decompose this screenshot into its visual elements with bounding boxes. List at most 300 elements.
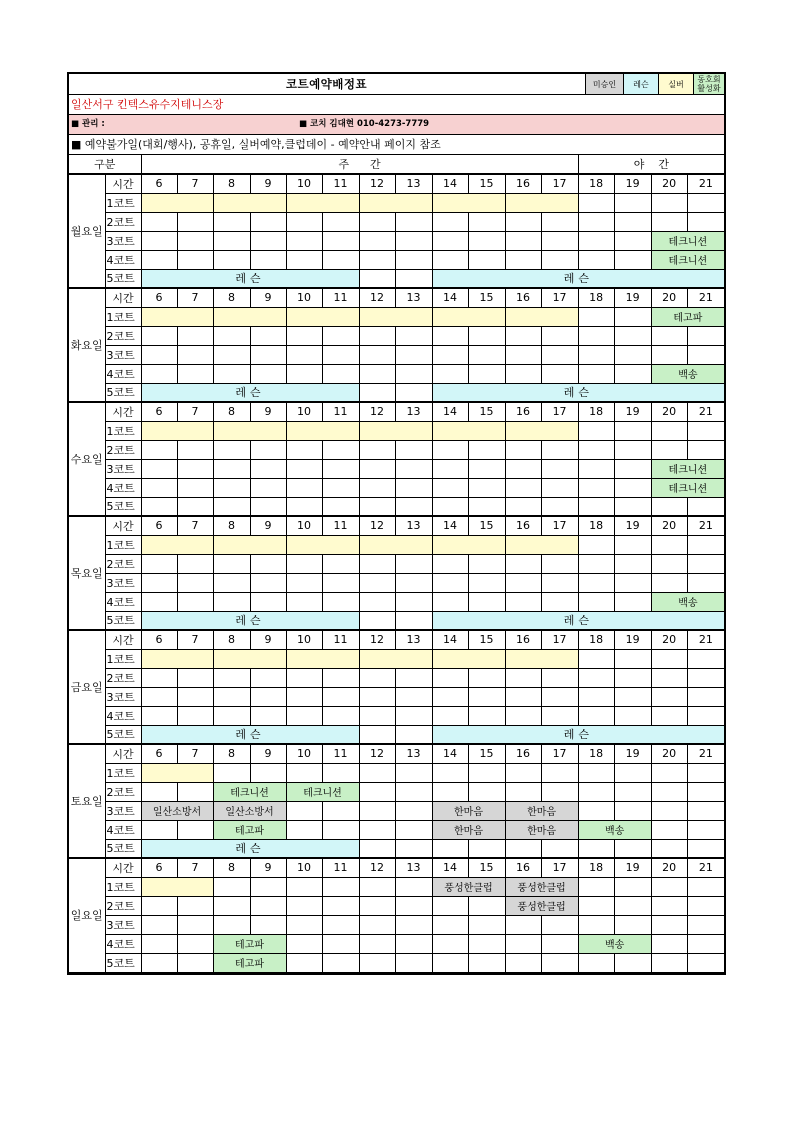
reservation-block[interactable]: 한마음 bbox=[432, 820, 505, 839]
slot-cell[interactable] bbox=[468, 896, 505, 915]
slot-cell[interactable] bbox=[250, 440, 286, 459]
slot-cell[interactable] bbox=[359, 820, 395, 839]
slot-cell[interactable] bbox=[395, 763, 432, 782]
slot-cell[interactable] bbox=[432, 763, 468, 782]
slot-cell[interactable] bbox=[432, 478, 468, 497]
slot-cell[interactable] bbox=[687, 668, 724, 687]
slot-cell[interactable] bbox=[505, 763, 541, 782]
slot-cell[interactable] bbox=[687, 326, 724, 345]
silver-slot[interactable] bbox=[213, 535, 286, 554]
slot-cell[interactable] bbox=[359, 725, 395, 744]
slot-cell[interactable] bbox=[505, 706, 541, 725]
slot-cell[interactable] bbox=[359, 326, 395, 345]
slot-cell[interactable] bbox=[322, 820, 359, 839]
slot-cell[interactable] bbox=[687, 915, 724, 934]
slot-cell[interactable] bbox=[286, 706, 322, 725]
slot-cell[interactable] bbox=[687, 801, 724, 820]
slot-cell[interactable] bbox=[141, 554, 177, 573]
silver-slot[interactable] bbox=[286, 535, 359, 554]
slot-cell[interactable] bbox=[213, 687, 250, 706]
slot-cell[interactable] bbox=[141, 345, 177, 364]
slot-cell[interactable] bbox=[578, 668, 614, 687]
slot-cell[interactable] bbox=[687, 649, 724, 668]
slot-cell[interactable] bbox=[322, 497, 359, 516]
slot-cell[interactable] bbox=[177, 953, 213, 972]
slot-cell[interactable] bbox=[687, 573, 724, 592]
silver-slot[interactable] bbox=[141, 763, 213, 782]
slot-cell[interactable] bbox=[177, 250, 213, 269]
slot-cell[interactable] bbox=[250, 326, 286, 345]
slot-cell[interactable] bbox=[468, 668, 505, 687]
slot-cell[interactable] bbox=[286, 896, 322, 915]
slot-cell[interactable] bbox=[141, 497, 177, 516]
slot-cell[interactable] bbox=[322, 687, 359, 706]
slot-cell[interactable] bbox=[687, 687, 724, 706]
slot-cell[interactable] bbox=[614, 307, 651, 326]
slot-cell[interactable] bbox=[250, 706, 286, 725]
slot-cell[interactable] bbox=[687, 535, 724, 554]
slot-cell[interactable] bbox=[177, 212, 213, 231]
slot-cell[interactable] bbox=[651, 839, 687, 858]
slot-cell[interactable] bbox=[250, 763, 286, 782]
slot-cell[interactable] bbox=[541, 763, 578, 782]
slot-cell[interactable] bbox=[322, 592, 359, 611]
reservation-block[interactable]: 풍성한클럽 bbox=[505, 896, 578, 915]
slot-cell[interactable] bbox=[177, 497, 213, 516]
slot-cell[interactable] bbox=[651, 554, 687, 573]
silver-slot[interactable] bbox=[141, 421, 213, 440]
slot-cell[interactable] bbox=[359, 440, 395, 459]
silver-slot[interactable] bbox=[286, 421, 359, 440]
slot-cell[interactable] bbox=[359, 687, 395, 706]
slot-cell[interactable] bbox=[359, 212, 395, 231]
slot-cell[interactable] bbox=[177, 687, 213, 706]
slot-cell[interactable] bbox=[322, 478, 359, 497]
slot-cell[interactable] bbox=[541, 934, 578, 953]
slot-cell[interactable] bbox=[541, 573, 578, 592]
slot-cell[interactable] bbox=[614, 440, 651, 459]
slot-cell[interactable] bbox=[395, 326, 432, 345]
reservation-block[interactable]: 테크니션 bbox=[651, 231, 724, 250]
slot-cell[interactable] bbox=[432, 896, 468, 915]
slot-cell[interactable] bbox=[578, 763, 614, 782]
slot-cell[interactable] bbox=[468, 554, 505, 573]
slot-cell[interactable] bbox=[687, 440, 724, 459]
lesson-block[interactable]: 레슨 bbox=[432, 611, 724, 630]
slot-cell[interactable] bbox=[177, 231, 213, 250]
slot-cell[interactable] bbox=[432, 934, 468, 953]
reservation-block[interactable]: 테고파 bbox=[651, 307, 724, 326]
slot-cell[interactable] bbox=[614, 345, 651, 364]
slot-cell[interactable] bbox=[250, 459, 286, 478]
slot-cell[interactable] bbox=[286, 212, 322, 231]
slot-cell[interactable] bbox=[651, 421, 687, 440]
slot-cell[interactable] bbox=[286, 592, 322, 611]
slot-cell[interactable] bbox=[687, 554, 724, 573]
slot-cell[interactable] bbox=[177, 573, 213, 592]
slot-cell[interactable] bbox=[322, 459, 359, 478]
slot-cell[interactable] bbox=[432, 554, 468, 573]
slot-cell[interactable] bbox=[432, 782, 468, 801]
slot-cell[interactable] bbox=[468, 364, 505, 383]
slot-cell[interactable] bbox=[432, 497, 468, 516]
silver-slot[interactable] bbox=[505, 649, 578, 668]
slot-cell[interactable] bbox=[432, 592, 468, 611]
slot-cell[interactable] bbox=[395, 706, 432, 725]
slot-cell[interactable] bbox=[651, 440, 687, 459]
slot-cell[interactable] bbox=[578, 896, 614, 915]
slot-cell[interactable] bbox=[286, 573, 322, 592]
slot-cell[interactable] bbox=[468, 592, 505, 611]
slot-cell[interactable] bbox=[213, 250, 250, 269]
slot-cell[interactable] bbox=[541, 915, 578, 934]
slot-cell[interactable] bbox=[541, 231, 578, 250]
slot-cell[interactable] bbox=[213, 326, 250, 345]
slot-cell[interactable] bbox=[468, 934, 505, 953]
slot-cell[interactable] bbox=[177, 459, 213, 478]
slot-cell[interactable] bbox=[141, 250, 177, 269]
slot-cell[interactable] bbox=[213, 364, 250, 383]
slot-cell[interactable] bbox=[359, 383, 395, 402]
slot-cell[interactable] bbox=[432, 706, 468, 725]
slot-cell[interactable] bbox=[614, 554, 651, 573]
slot-cell[interactable] bbox=[432, 953, 468, 972]
slot-cell[interactable] bbox=[468, 687, 505, 706]
slot-cell[interactable] bbox=[359, 953, 395, 972]
slot-cell[interactable] bbox=[505, 231, 541, 250]
slot-cell[interactable] bbox=[395, 250, 432, 269]
slot-cell[interactable] bbox=[614, 896, 651, 915]
slot-cell[interactable] bbox=[468, 953, 505, 972]
slot-cell[interactable] bbox=[614, 421, 651, 440]
slot-cell[interactable] bbox=[578, 497, 614, 516]
slot-cell[interactable] bbox=[322, 326, 359, 345]
slot-cell[interactable] bbox=[432, 250, 468, 269]
silver-slot[interactable] bbox=[213, 649, 286, 668]
reservation-block[interactable]: 한마음 bbox=[505, 801, 578, 820]
slot-cell[interactable] bbox=[395, 668, 432, 687]
slot-cell[interactable] bbox=[505, 782, 541, 801]
slot-cell[interactable] bbox=[141, 668, 177, 687]
slot-cell[interactable] bbox=[651, 326, 687, 345]
slot-cell[interactable] bbox=[395, 896, 432, 915]
silver-slot[interactable] bbox=[359, 193, 432, 212]
slot-cell[interactable] bbox=[322, 706, 359, 725]
slot-cell[interactable] bbox=[432, 326, 468, 345]
slot-cell[interactable] bbox=[614, 364, 651, 383]
slot-cell[interactable] bbox=[505, 573, 541, 592]
slot-cell[interactable] bbox=[578, 801, 614, 820]
slot-cell[interactable] bbox=[505, 839, 541, 858]
reservation-block[interactable]: 테크니션 bbox=[286, 782, 359, 801]
reservation-block[interactable]: 테고파 bbox=[213, 820, 286, 839]
slot-cell[interactable] bbox=[359, 668, 395, 687]
slot-cell[interactable] bbox=[177, 896, 213, 915]
slot-cell[interactable] bbox=[322, 763, 359, 782]
slot-cell[interactable] bbox=[578, 250, 614, 269]
slot-cell[interactable] bbox=[395, 782, 432, 801]
silver-slot[interactable] bbox=[141, 535, 213, 554]
slot-cell[interactable] bbox=[614, 326, 651, 345]
slot-cell[interactable] bbox=[286, 345, 322, 364]
lesson-block[interactable]: 레슨 bbox=[432, 269, 724, 288]
slot-cell[interactable] bbox=[322, 573, 359, 592]
lesson-block[interactable]: 레슨 bbox=[141, 383, 359, 402]
slot-cell[interactable] bbox=[213, 896, 250, 915]
slot-cell[interactable] bbox=[322, 231, 359, 250]
slot-cell[interactable] bbox=[687, 706, 724, 725]
slot-cell[interactable] bbox=[322, 440, 359, 459]
slot-cell[interactable] bbox=[614, 212, 651, 231]
slot-cell[interactable] bbox=[322, 877, 359, 896]
slot-cell[interactable] bbox=[395, 231, 432, 250]
lesson-block[interactable]: 레슨 bbox=[141, 269, 359, 288]
slot-cell[interactable] bbox=[651, 497, 687, 516]
slot-cell[interactable] bbox=[177, 592, 213, 611]
slot-cell[interactable] bbox=[578, 592, 614, 611]
slot-cell[interactable] bbox=[468, 497, 505, 516]
silver-slot[interactable] bbox=[286, 193, 359, 212]
slot-cell[interactable] bbox=[651, 668, 687, 687]
slot-cell[interactable] bbox=[432, 668, 468, 687]
slot-cell[interactable] bbox=[614, 877, 651, 896]
slot-cell[interactable] bbox=[614, 839, 651, 858]
slot-cell[interactable] bbox=[432, 440, 468, 459]
slot-cell[interactable] bbox=[687, 421, 724, 440]
slot-cell[interactable] bbox=[286, 877, 322, 896]
slot-cell[interactable] bbox=[359, 345, 395, 364]
slot-cell[interactable] bbox=[651, 535, 687, 554]
slot-cell[interactable] bbox=[541, 592, 578, 611]
reservation-block[interactable]: 백송 bbox=[578, 934, 651, 953]
slot-cell[interactable] bbox=[395, 269, 432, 288]
slot-cell[interactable] bbox=[687, 953, 724, 972]
slot-cell[interactable] bbox=[395, 725, 432, 744]
slot-cell[interactable] bbox=[651, 782, 687, 801]
slot-cell[interactable] bbox=[250, 497, 286, 516]
slot-cell[interactable] bbox=[213, 763, 250, 782]
slot-cell[interactable] bbox=[578, 478, 614, 497]
slot-cell[interactable] bbox=[359, 934, 395, 953]
slot-cell[interactable] bbox=[505, 953, 541, 972]
slot-cell[interactable] bbox=[322, 953, 359, 972]
slot-cell[interactable] bbox=[541, 839, 578, 858]
slot-cell[interactable] bbox=[395, 212, 432, 231]
slot-cell[interactable] bbox=[213, 592, 250, 611]
slot-cell[interactable] bbox=[505, 212, 541, 231]
slot-cell[interactable] bbox=[395, 611, 432, 630]
slot-cell[interactable] bbox=[141, 820, 177, 839]
slot-cell[interactable] bbox=[177, 706, 213, 725]
slot-cell[interactable] bbox=[395, 934, 432, 953]
slot-cell[interactable] bbox=[359, 497, 395, 516]
slot-cell[interactable] bbox=[359, 706, 395, 725]
slot-cell[interactable] bbox=[541, 250, 578, 269]
slot-cell[interactable] bbox=[541, 497, 578, 516]
slot-cell[interactable] bbox=[578, 782, 614, 801]
slot-cell[interactable] bbox=[213, 877, 250, 896]
slot-cell[interactable] bbox=[578, 231, 614, 250]
slot-cell[interactable] bbox=[177, 554, 213, 573]
slot-cell[interactable] bbox=[359, 915, 395, 934]
slot-cell[interactable] bbox=[286, 478, 322, 497]
slot-cell[interactable] bbox=[578, 307, 614, 326]
slot-cell[interactable] bbox=[286, 497, 322, 516]
slot-cell[interactable] bbox=[578, 706, 614, 725]
slot-cell[interactable] bbox=[213, 668, 250, 687]
slot-cell[interactable] bbox=[286, 231, 322, 250]
slot-cell[interactable] bbox=[141, 896, 177, 915]
reservation-block[interactable]: 일산소방서 bbox=[213, 801, 286, 820]
silver-slot[interactable] bbox=[286, 307, 359, 326]
slot-cell[interactable] bbox=[359, 231, 395, 250]
slot-cell[interactable] bbox=[141, 687, 177, 706]
slot-cell[interactable] bbox=[432, 687, 468, 706]
slot-cell[interactable] bbox=[614, 535, 651, 554]
slot-cell[interactable] bbox=[541, 668, 578, 687]
silver-slot[interactable] bbox=[359, 649, 432, 668]
slot-cell[interactable] bbox=[250, 554, 286, 573]
slot-cell[interactable] bbox=[141, 231, 177, 250]
silver-slot[interactable] bbox=[432, 421, 505, 440]
slot-cell[interactable] bbox=[578, 877, 614, 896]
slot-cell[interactable] bbox=[177, 326, 213, 345]
slot-cell[interactable] bbox=[322, 250, 359, 269]
slot-cell[interactable] bbox=[322, 554, 359, 573]
slot-cell[interactable] bbox=[395, 915, 432, 934]
slot-cell[interactable] bbox=[359, 782, 395, 801]
slot-cell[interactable] bbox=[432, 459, 468, 478]
slot-cell[interactable] bbox=[651, 649, 687, 668]
slot-cell[interactable] bbox=[432, 364, 468, 383]
slot-cell[interactable] bbox=[614, 801, 651, 820]
slot-cell[interactable] bbox=[141, 592, 177, 611]
slot-cell[interactable] bbox=[468, 326, 505, 345]
slot-cell[interactable] bbox=[505, 459, 541, 478]
slot-cell[interactable] bbox=[250, 231, 286, 250]
slot-cell[interactable] bbox=[614, 573, 651, 592]
slot-cell[interactable] bbox=[578, 649, 614, 668]
slot-cell[interactable] bbox=[286, 915, 322, 934]
slot-cell[interactable] bbox=[286, 668, 322, 687]
slot-cell[interactable] bbox=[578, 953, 614, 972]
slot-cell[interactable] bbox=[468, 345, 505, 364]
slot-cell[interactable] bbox=[541, 364, 578, 383]
lesson-block[interactable]: 레슨 bbox=[141, 839, 359, 858]
slot-cell[interactable] bbox=[395, 573, 432, 592]
slot-cell[interactable] bbox=[359, 801, 395, 820]
slot-cell[interactable] bbox=[651, 706, 687, 725]
slot-cell[interactable] bbox=[286, 554, 322, 573]
slot-cell[interactable] bbox=[213, 459, 250, 478]
slot-cell[interactable] bbox=[651, 953, 687, 972]
silver-slot[interactable] bbox=[141, 193, 213, 212]
silver-slot[interactable] bbox=[505, 421, 578, 440]
slot-cell[interactable] bbox=[578, 554, 614, 573]
slot-cell[interactable] bbox=[614, 782, 651, 801]
slot-cell[interactable] bbox=[213, 554, 250, 573]
slot-cell[interactable] bbox=[651, 193, 687, 212]
slot-cell[interactable] bbox=[541, 440, 578, 459]
slot-cell[interactable] bbox=[468, 763, 505, 782]
slot-cell[interactable] bbox=[395, 345, 432, 364]
slot-cell[interactable] bbox=[141, 478, 177, 497]
slot-cell[interactable] bbox=[395, 839, 432, 858]
slot-cell[interactable] bbox=[651, 934, 687, 953]
slot-cell[interactable] bbox=[651, 877, 687, 896]
slot-cell[interactable] bbox=[359, 611, 395, 630]
slot-cell[interactable] bbox=[505, 592, 541, 611]
slot-cell[interactable] bbox=[505, 250, 541, 269]
slot-cell[interactable] bbox=[286, 364, 322, 383]
slot-cell[interactable] bbox=[687, 763, 724, 782]
slot-cell[interactable] bbox=[141, 706, 177, 725]
slot-cell[interactable] bbox=[395, 478, 432, 497]
slot-cell[interactable] bbox=[286, 326, 322, 345]
slot-cell[interactable] bbox=[395, 801, 432, 820]
slot-cell[interactable] bbox=[687, 497, 724, 516]
slot-cell[interactable] bbox=[250, 573, 286, 592]
slot-cell[interactable] bbox=[541, 326, 578, 345]
slot-cell[interactable] bbox=[687, 820, 724, 839]
slot-cell[interactable] bbox=[578, 839, 614, 858]
slot-cell[interactable] bbox=[395, 820, 432, 839]
reservation-block[interactable]: 테크니션 bbox=[213, 782, 286, 801]
slot-cell[interactable] bbox=[322, 896, 359, 915]
slot-cell[interactable] bbox=[614, 478, 651, 497]
slot-cell[interactable] bbox=[250, 250, 286, 269]
slot-cell[interactable] bbox=[286, 250, 322, 269]
slot-cell[interactable] bbox=[322, 668, 359, 687]
silver-slot[interactable] bbox=[141, 649, 213, 668]
slot-cell[interactable] bbox=[432, 915, 468, 934]
slot-cell[interactable] bbox=[687, 212, 724, 231]
slot-cell[interactable] bbox=[614, 497, 651, 516]
lesson-block[interactable]: 레슨 bbox=[432, 383, 724, 402]
reservation-block[interactable]: 백송 bbox=[578, 820, 651, 839]
slot-cell[interactable] bbox=[322, 212, 359, 231]
slot-cell[interactable] bbox=[359, 478, 395, 497]
slot-cell[interactable] bbox=[505, 934, 541, 953]
slot-cell[interactable] bbox=[141, 326, 177, 345]
slot-cell[interactable] bbox=[395, 364, 432, 383]
slot-cell[interactable] bbox=[359, 896, 395, 915]
slot-cell[interactable] bbox=[505, 497, 541, 516]
slot-cell[interactable] bbox=[578, 364, 614, 383]
slot-cell[interactable] bbox=[578, 440, 614, 459]
slot-cell[interactable] bbox=[286, 820, 322, 839]
slot-cell[interactable] bbox=[177, 668, 213, 687]
slot-cell[interactable] bbox=[541, 782, 578, 801]
slot-cell[interactable] bbox=[141, 364, 177, 383]
slot-cell[interactable] bbox=[432, 231, 468, 250]
slot-cell[interactable] bbox=[468, 915, 505, 934]
slot-cell[interactable] bbox=[177, 440, 213, 459]
slot-cell[interactable] bbox=[578, 212, 614, 231]
silver-slot[interactable] bbox=[432, 307, 505, 326]
slot-cell[interactable] bbox=[468, 231, 505, 250]
slot-cell[interactable] bbox=[578, 459, 614, 478]
slot-cell[interactable] bbox=[651, 763, 687, 782]
slot-cell[interactable] bbox=[651, 687, 687, 706]
slot-cell[interactable] bbox=[614, 459, 651, 478]
slot-cell[interactable] bbox=[250, 687, 286, 706]
slot-cell[interactable] bbox=[359, 763, 395, 782]
slot-cell[interactable] bbox=[614, 687, 651, 706]
slot-cell[interactable] bbox=[359, 573, 395, 592]
reservation-block[interactable]: 풍성한클럽 bbox=[505, 877, 578, 896]
slot-cell[interactable] bbox=[687, 934, 724, 953]
